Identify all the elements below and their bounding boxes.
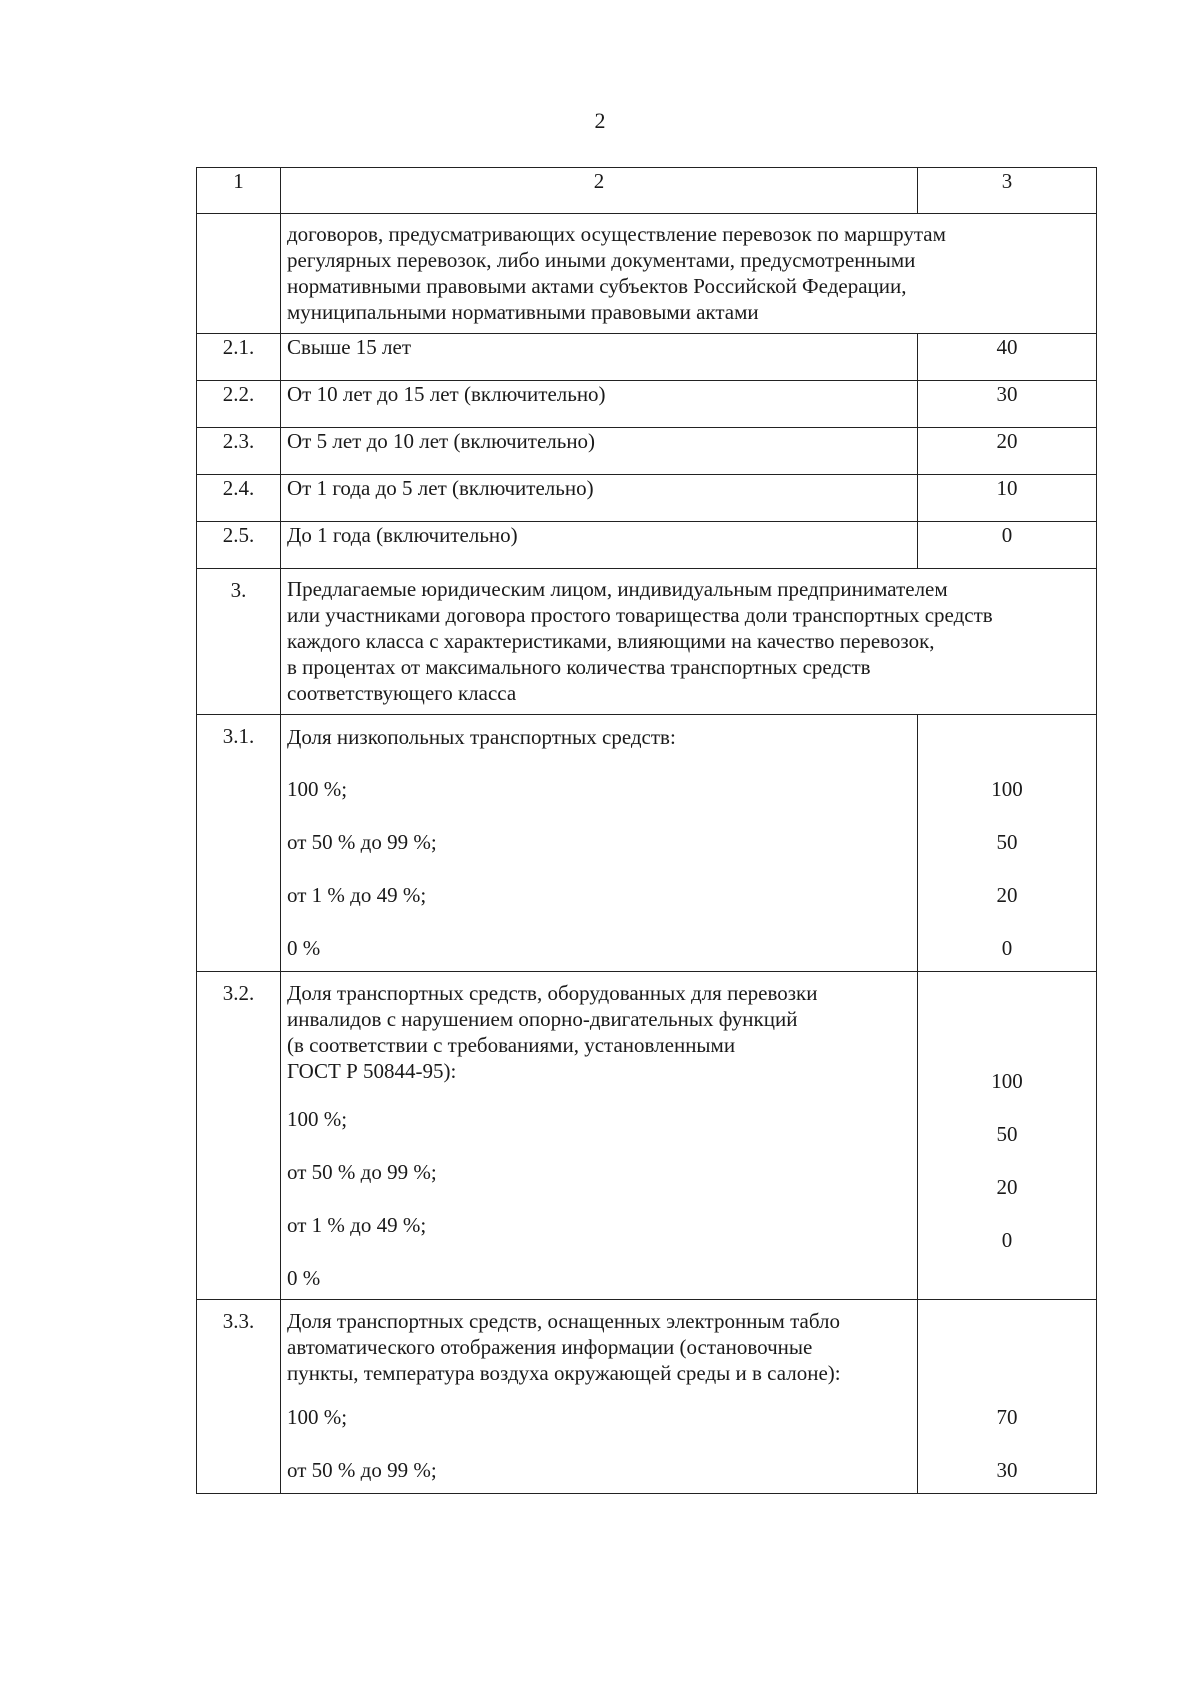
row-title-line: (в соответствии с требованиями, установленными <box>287 1033 736 1057</box>
option-label: 100 %; <box>287 1405 348 1429</box>
row-text: От 1 года до 5 лет (включительно) <box>281 475 918 522</box>
row-3-2-text <box>281 972 918 1300</box>
row-number: 2.1. <box>197 334 281 381</box>
section-3-line: или участниками договора простого товарищества доли транспортных средств <box>287 603 993 627</box>
row-title-line: ГОСТ Р 50844-95): <box>287 1059 457 1083</box>
row-value: 30 <box>918 381 1097 428</box>
row-value: 20 <box>918 428 1097 475</box>
option-value: 20 <box>996 883 1018 907</box>
table-row-3-2 <box>197 972 1097 1300</box>
option-value: 20 <box>996 1175 1018 1199</box>
table-header-row <box>197 168 1097 214</box>
row-number: 2.5. <box>197 522 281 569</box>
row-number: 2.3. <box>197 428 281 475</box>
row-number: 2.4. <box>197 475 281 522</box>
option-label: 100 %; <box>287 1107 348 1131</box>
row-title-line: Доля транспортных средств, оборудованных для перевозки <box>287 981 818 1005</box>
section-3-line: Предлагаемые юридическим лицом, индивидуальным предпринимателем <box>287 577 948 601</box>
option-value: 30 <box>996 1458 1018 1482</box>
page-number: 2 <box>594 108 606 133</box>
row-title-line: Доля транспортных средств, оснащенных электронным табло <box>287 1309 840 1333</box>
continuation-text <box>281 214 1097 334</box>
row-number: 3.2. <box>197 972 281 1300</box>
option-label: от 50 % до 99 %; <box>287 1458 437 1482</box>
table-row-3-3 <box>197 1300 1097 1494</box>
option-label: от 1 % до 49 %; <box>287 1213 427 1237</box>
option-value: 50 <box>996 830 1018 854</box>
option-value: 0 <box>1001 1228 1013 1252</box>
continuation-line: муниципальными нормативными правовыми актами <box>287 300 759 324</box>
option-label: 0 % <box>287 1266 321 1290</box>
row-title: Доля низкопольных транспортных средств: <box>287 725 676 749</box>
section-3-text <box>281 569 1097 715</box>
option-value: 0 <box>1001 936 1013 960</box>
option-label: 0 % <box>287 936 321 960</box>
table-row <box>197 475 1097 522</box>
option-value: 50 <box>996 1122 1018 1146</box>
row-3-3-values <box>918 1300 1097 1494</box>
option-label: от 50 % до 99 %; <box>287 1160 437 1184</box>
row-text: От 5 лет до 10 лет (включительно) <box>281 428 918 475</box>
table-row-3-1 <box>197 715 1097 972</box>
option-value: 70 <box>996 1405 1018 1429</box>
row-text: Свыше 15 лет <box>281 334 918 381</box>
option-value: 100 <box>991 777 1023 801</box>
row-title-line: инвалидов с нарушением опорно-двигательных функций <box>287 1007 798 1031</box>
section-3-line: в процентах от максимального количества транспортных средств <box>287 655 871 679</box>
table-row <box>197 381 1097 428</box>
continuation-row <box>197 214 1097 334</box>
row-3-2-values <box>918 972 1097 1300</box>
row-number: 3.1. <box>197 715 281 972</box>
table-row <box>197 334 1097 381</box>
table-row <box>197 522 1097 569</box>
row-3-3-text <box>281 1300 918 1494</box>
header-col-2: 2 <box>281 168 918 214</box>
row-number: 3.3. <box>197 1300 281 1494</box>
scoring-table <box>196 167 1097 1494</box>
header-col-3: 3 <box>918 168 1097 214</box>
section-3-row <box>197 569 1097 715</box>
section-3-line: соответствующего класса <box>287 681 517 705</box>
row-3-1-values <box>918 715 1097 972</box>
row-3-1-text <box>281 715 918 972</box>
table-row <box>197 428 1097 475</box>
row-number: 3. <box>197 569 281 715</box>
option-value: 100 <box>991 1069 1023 1093</box>
continuation-line: регулярных перевозок, либо иными документами, предусмотренными <box>287 248 916 272</box>
continuation-line: нормативными правовыми актами субъектов Российской Федерации, <box>287 274 907 298</box>
continuation-line: договоров, предусматривающих осуществление перевозок по маршрутам <box>287 222 946 246</box>
header-col-1: 1 <box>197 168 281 214</box>
option-label: от 50 % до 99 %; <box>287 830 437 854</box>
row-text: От 10 лет до 15 лет (включительно) <box>281 381 918 428</box>
row-text: До 1 года (включительно) <box>281 522 918 569</box>
section-3-line: каждого класса с характеристиками, влияющими на качество перевозок, <box>287 629 935 653</box>
row-value: 10 <box>918 475 1097 522</box>
row-value: 0 <box>918 522 1097 569</box>
option-label: от 1 % до 49 %; <box>287 883 427 907</box>
row-title-line: автоматического отображения информации (остановочные <box>287 1335 813 1359</box>
row-value: 40 <box>918 334 1097 381</box>
option-label: 100 %; <box>287 777 348 801</box>
row-title-line: пункты, температура воздуха окружающей среды и в салоне): <box>287 1361 841 1385</box>
row-number: 2.2. <box>197 381 281 428</box>
